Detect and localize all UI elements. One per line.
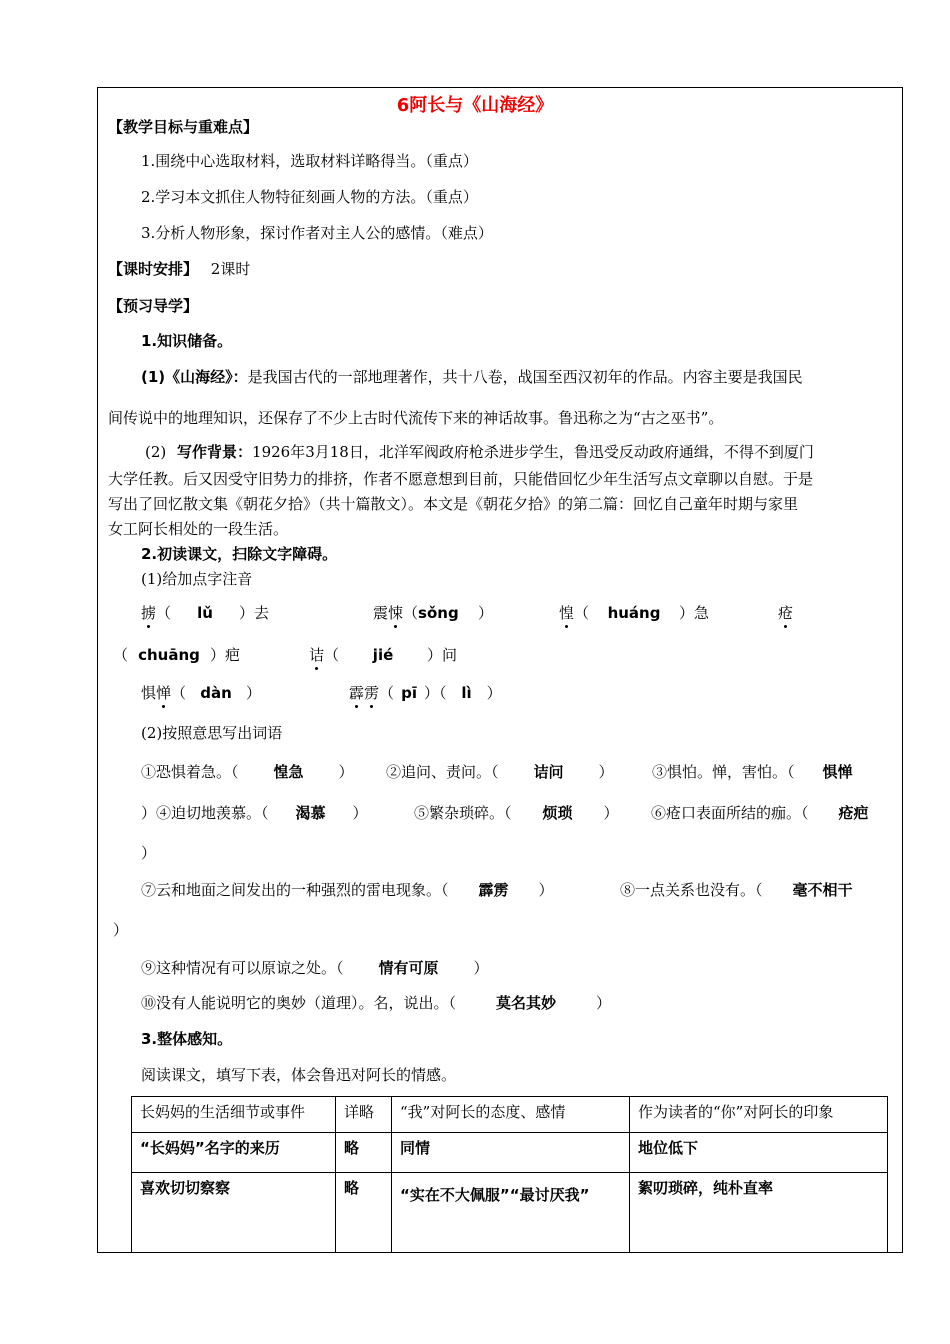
- preview-heading: 【预习导学】: [108, 297, 199, 315]
- table-header-cell: 详略: [336, 1097, 392, 1133]
- knowledge-1-text-1: 是我国古代的一部地理著作，共十八卷，战国至西汉初年的作品。内容主要是我国民: [247, 368, 803, 386]
- pinyin-answer: lǔ: [197, 604, 213, 622]
- pinyin-item-7: 霹雳（ pī ）（ lì ）: [349, 684, 502, 702]
- objective-item-2: 2.学习本文抓住人物特征刻画人物的方法。（重点）: [141, 188, 478, 206]
- table-header-cell: 长妈妈的生活细节或事件: [132, 1097, 336, 1133]
- pinyin-item-1: 掳（ lǔ ）去: [141, 604, 270, 622]
- dotted-char: 霹: [349, 684, 365, 702]
- table-header-cell: “我”对阿长的态度、感情: [392, 1097, 630, 1133]
- word-question: ⑤繁杂琐碎。: [414, 804, 505, 822]
- pinyin-item-5: 诘（ jié ）问: [309, 646, 458, 664]
- plain-char: 惧: [141, 684, 157, 702]
- plain-char: 问: [442, 646, 458, 664]
- table-cell: “长妈妈”名字的来历: [132, 1133, 336, 1173]
- knowledge-2-line-2: 大学任教。后又因受守旧势力的排挤，作者不愿意想到目前，只能借回忆少年生活写点文章聊以自慰。于是: [108, 470, 814, 488]
- pinyin-answer: dàn: [200, 684, 232, 702]
- word-answer: 诘问: [533, 763, 564, 781]
- plain-char: 急: [694, 604, 710, 622]
- pinyin-answer: sǒng: [418, 604, 459, 622]
- word-answer: 烦琐: [542, 804, 573, 822]
- word-answer: 惧惮: [822, 763, 853, 781]
- word-q4: ）④迫切地羡慕。（ 渴慕 ）: [141, 804, 368, 822]
- word-question: ⑨这种情况有可以原谅之处。: [141, 959, 337, 977]
- table-cell: 同情: [392, 1133, 630, 1173]
- pinyin-item-3: 惶（ huáng ）急: [559, 604, 710, 622]
- table-cell: “实在不大佩服”“最讨厌我”: [392, 1173, 630, 1253]
- dotted-char: 掳: [141, 604, 157, 622]
- word-question: ③惧怕。惮，害怕。: [652, 763, 788, 781]
- page-title: 6阿长与《山海经》: [396, 95, 554, 116]
- word-q1: ①恐惧着急。（ 惶急 ）: [141, 763, 354, 781]
- pinyin-answer: huáng: [607, 604, 661, 622]
- word-answer: 疮疤: [838, 804, 869, 822]
- words-heading: (2)按照意思写出词语: [141, 724, 283, 742]
- word-q2: ②追问、责问。（ 诘问 ）: [386, 763, 614, 781]
- word-answer: 惶急: [273, 763, 304, 781]
- plain-char: 震: [373, 604, 389, 622]
- table-cell: 略: [336, 1173, 392, 1253]
- knowledge-2-label: 写作背景：: [177, 443, 253, 461]
- table-row: [132, 1173, 888, 1253]
- word-q6-close: ）: [141, 844, 157, 862]
- word-question: ②追问、责问。: [386, 763, 492, 781]
- dotted-char: 疮: [778, 604, 794, 622]
- pinyin-item-2: 震悚（sǒng ）: [373, 604, 494, 622]
- word-q8: ⑧一点关系也没有。（ 毫不相干: [620, 881, 853, 899]
- knowledge-2-line-4: 女工阿长相处的一段生活。: [108, 520, 289, 538]
- knowledge-1-line-1: [141, 367, 803, 387]
- word-q9: ⑨这种情况有可以原谅之处。（ 情有可原 ）: [141, 959, 489, 977]
- knowledge-1-label: (1)《山海经》：: [141, 368, 248, 386]
- plain-char: 去: [254, 604, 270, 622]
- word-answer: 毫不相干: [792, 881, 853, 899]
- word-answer: 渴慕: [295, 804, 326, 822]
- word-question: ①恐惧着急。: [141, 763, 232, 781]
- table-header-row: [132, 1097, 888, 1133]
- dotted-char: 惶: [559, 604, 575, 622]
- plain-char: 疤: [225, 646, 241, 664]
- table-header-cell: 作为读者的“你”对阿长的印象: [630, 1097, 888, 1133]
- overall-heading: 3.整体感知。: [141, 1030, 233, 1048]
- pinyin-item-6: 惧惮（ dàn ）: [141, 684, 262, 702]
- word-q10: ⑩没有人能说明它的奥妙（道理）。名，说出。（ 莫名其妙 ）: [141, 994, 612, 1012]
- table-cell: 地位低下: [630, 1133, 888, 1173]
- dotted-char: 诘: [309, 646, 325, 664]
- objective-item-1: 1.围绕中心选取材料，选取材料详略得当。（重点）: [141, 152, 478, 170]
- knowledge-heading: 1.知识储备。: [141, 332, 233, 350]
- pinyin-answer: pī: [401, 684, 417, 702]
- reading-heading: 2.初读课文，扫除文字障碍。: [141, 545, 338, 563]
- dotted-char: 雳: [364, 684, 380, 702]
- table-cell: 喜欢切切察察: [132, 1173, 336, 1253]
- word-question: ⑩没有人能说明它的奥妙（道理）。名，说出。: [141, 994, 449, 1012]
- word-question: ⑦云和地面之间发出的一种强烈的雷电现象。: [141, 881, 442, 899]
- reading-table: [131, 1096, 888, 1253]
- pinyin-item-4a: [778, 603, 793, 623]
- dotted-char: 悚: [388, 604, 404, 622]
- word-q6: ⑥疮口表面所结的痂。（ 疮疤: [651, 804, 869, 822]
- table-row: [132, 1133, 888, 1173]
- knowledge-2-line-1: [145, 442, 814, 462]
- pinyin-answer: jié: [372, 646, 394, 664]
- schedule-heading: 【课时安排】: [108, 260, 199, 278]
- knowledge-2-num: (2): [145, 443, 167, 461]
- word-answer: 情有可原: [378, 959, 439, 977]
- dotted-char: 惮: [156, 684, 172, 702]
- pinyin-answer: lì: [461, 684, 472, 702]
- word-q7: ⑦云和地面之间发出的一种强烈的雷电现象。（ 霹雳 ）: [141, 881, 554, 899]
- word-answer: 霹雳: [478, 881, 509, 899]
- word-answer: 莫名其妙: [496, 994, 557, 1012]
- word-question: ⑧一点关系也没有。: [620, 881, 756, 899]
- word-question: ④迫切地羡慕。: [156, 804, 262, 822]
- table-cell: 絮叨琐碎，纯朴直率: [630, 1173, 888, 1253]
- pinyin-item-4b: （ chuāng ）疤: [113, 646, 241, 664]
- knowledge-1-line-2: 间传说中的地理知识，还保存了不少上古时代流传下来的神话故事。鲁迅称之为“古之巫书”。: [108, 409, 724, 427]
- word-question: ⑥疮口表面所结的痂。: [651, 804, 802, 822]
- pinyin-heading: (1)给加点字注音: [141, 570, 253, 588]
- overall-text: 阅读课文，填写下表，体会鲁迅对阿长的情感。: [141, 1066, 457, 1084]
- schedule-line: [108, 259, 250, 279]
- word-q5: ⑤繁杂琐碎。（ 烦琐 ）: [414, 804, 619, 822]
- knowledge-2-line-3: 写出了回忆散文集《朝花夕拾》（共十篇散文）。本文是《朝花夕拾》的第二篇：回忆自己童年时期与家里: [108, 495, 799, 513]
- objective-item-3: 3.分析人物形象，探讨作者对主人公的感情。（难点）: [141, 224, 493, 242]
- table-cell: 略: [336, 1133, 392, 1173]
- pinyin-answer: chuāng: [138, 646, 200, 664]
- word-q8-close: ）: [113, 921, 129, 939]
- knowledge-2-text-1: 1926年3月18日，北洋军阀政府枪杀进步学生，鲁迅受反动政府通缉，不得不到厦门: [252, 443, 814, 461]
- word-q3: ③惧怕。惮，害怕。（ 惧惮: [652, 763, 853, 781]
- objectives-heading: 【教学目标与重难点】: [108, 118, 259, 136]
- schedule-value: 2课时: [210, 260, 251, 278]
